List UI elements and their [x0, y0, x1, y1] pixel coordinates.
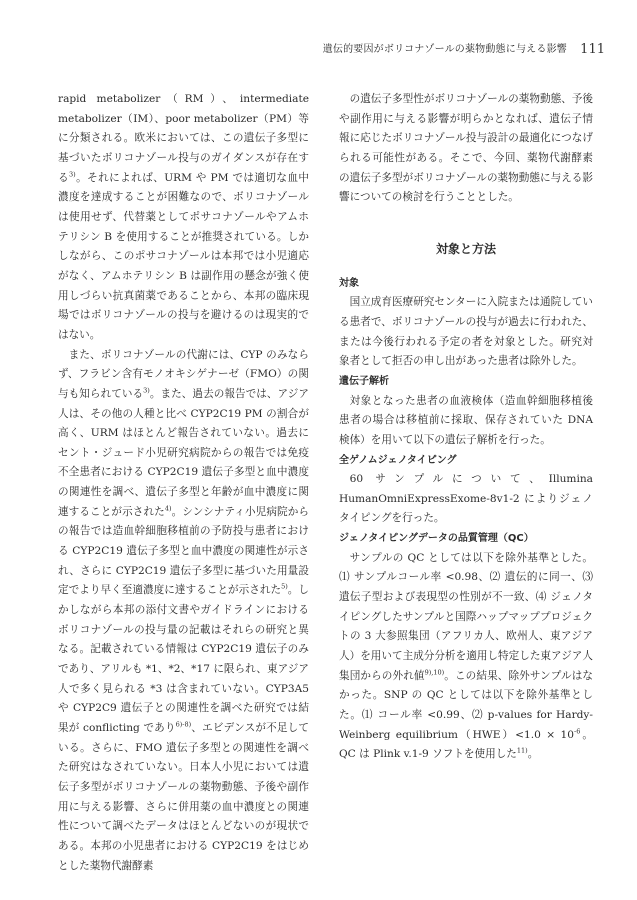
- left-column: [58, 90, 309, 876]
- subsection-text: 対象となった患者の血液検体（造血幹細胞移植後患者の場合は移植前に採取、保存されていた DNA 検体）を用いて以下の遺伝子解析を行った。: [339, 394, 593, 446]
- subsection-heading: 対象: [339, 277, 359, 289]
- page-number: 111: [580, 42, 605, 57]
- subsection-heading: 遺伝子解析: [339, 375, 389, 387]
- body-paragraph: また、ボリコナゾールの代謝には、CYP のみならず、フラビン含有モノオキシゲナーゼ（FMO）の関与も知られている$^{3)}$。また、過去の報告では、アジア人は、その他の人種と比べ CYP2C19 PM の割合が高く、URM はほとんど報告されていない。過去にセント・ジュード小児研究病院からの報告では免疫不全患者における CYP2C19 遺伝子多型と血中濃度の関連性を調べ、遺伝子多型と年齢が血中濃度に関連することが示された$^{4)}$。シンシナティ小児病院からの報告では造血幹細胞移植前の予防投与患者における CYP2C19 遺伝子多型と血中濃度の関連性が示され、さらに CYP2C19 遺伝子多型に基づいた用量設定でより早く至適濃度に達することが示された$^{5)}$。しかしながら本邦の添付文書やガイドラインにおけるボリコナゾールの投与量の記載はそれらの研究と異なる。記載されている情報は CYP2C19 遺伝子のみであり、アリルも *1、*2、*17 に限られ、東アジア人で多く見られる *3 は含まれていない。CYP3A5 や CYP2C9 遺伝子との関連性を調べた研究では結果が conflicting であり$^{6)-8)}$、エビデンスが不足している。さらに、FMO 遺伝子多型との関連性を調べた研究はなされていない。日本人小児においては遺伝子多型がボリコナゾールの薬物動態、予後や副作用に与える影響、さらに併用薬の血中濃度との関連性について調べたデータはほとんどないのが現状である。本邦の小児患者における CYP2C19 をはじめとした薬物代謝酵素: [58, 348, 310, 872]
- running-header: [60, 40, 605, 60]
- running-title: 遺伝的要因がボリコナゾールの薬物動態に与える影響: [322, 44, 567, 55]
- subsection-text: 60 サンプルについて、Illumina HumanOmniExpressExome-8v1-2 によりジェノタイピングを行った。: [339, 473, 593, 525]
- right-column: [339, 90, 593, 765]
- subsection-heading: 全ゲノムジェノタイピング: [339, 454, 457, 466]
- body-paragraph: rapid metabolizer（RM）、intermediate metabolizer（IM）、poor metabolizer（PM）等に分類される。欧米においては、この遺伝子多型に基づいたボリコナゾール投与のガイダンスが存在する$^{3)}$。それによれば、URM や PM では適切な血中濃度を達成することが困難なので、ボリコナゾールは使用せず、代替薬としてポサコナゾールやアムホテリシン B を使用することが推奨されている。しかしながら、このポサコナゾールは本邦では小児適応がなく、アムホテリシン B は副作用の懸念が強く使用しづらい抗真菌薬であることから、本邦の臨床現場ではボリコナゾールの投与を避けるのは現実的ではない。: [58, 93, 310, 341]
- body-paragraph: の遺伝子多型性がボリコナゾールの薬物動態、予後や副作用に与える影響が明らかとなれば、遺伝子情報に応じたボリコナゾール投与設計の最適化につなげられる可能性がある。そこで、今回、薬物代謝酵素の遺伝子多型がボリコナゾールの薬物動態に与える影響についての検討を行うこととした。: [339, 93, 593, 204]
- subsection-text: サンプルの QC としては以下を除外基準とした。⑴ サンプルコール率 <0.98、⑵ 遺伝的に同一、⑶ 遺伝子型および表現型の性別が不一致、⑷ ジェノタイピングしたサンプルと国際ハップマッププロジェクトの 3 大参照集団（アフリカ人、欧州人、東アジア人）を用いて主成分分析を適用し特定した東アジア人集団からの外れ値$^{9),10)}$。この結果、除外サンプルはなかった。SNP の QC としては以下を除外基準とした。⑴ コール率 <0.99、⑵ p-values for Hardy-Weinberg equilibrium（HWE）<1.0 × $10^{-6}$。QC は Plink v.1-9 ソフトを使用した$^{11)}$。: [339, 551, 594, 761]
- subsection-text: 国立成育医療研究センターに入院または通院している患者で、ボリコナゾールの投与が過去に行われた、または今後行われる予定の者を対象とした。研究対象者として拒否の申し出があった患者は除外した。: [339, 296, 593, 368]
- subsection-heading: ジェノタイピングデータの品質管理（QC）: [339, 533, 534, 545]
- section-title: 対象と方法: [435, 241, 496, 256]
